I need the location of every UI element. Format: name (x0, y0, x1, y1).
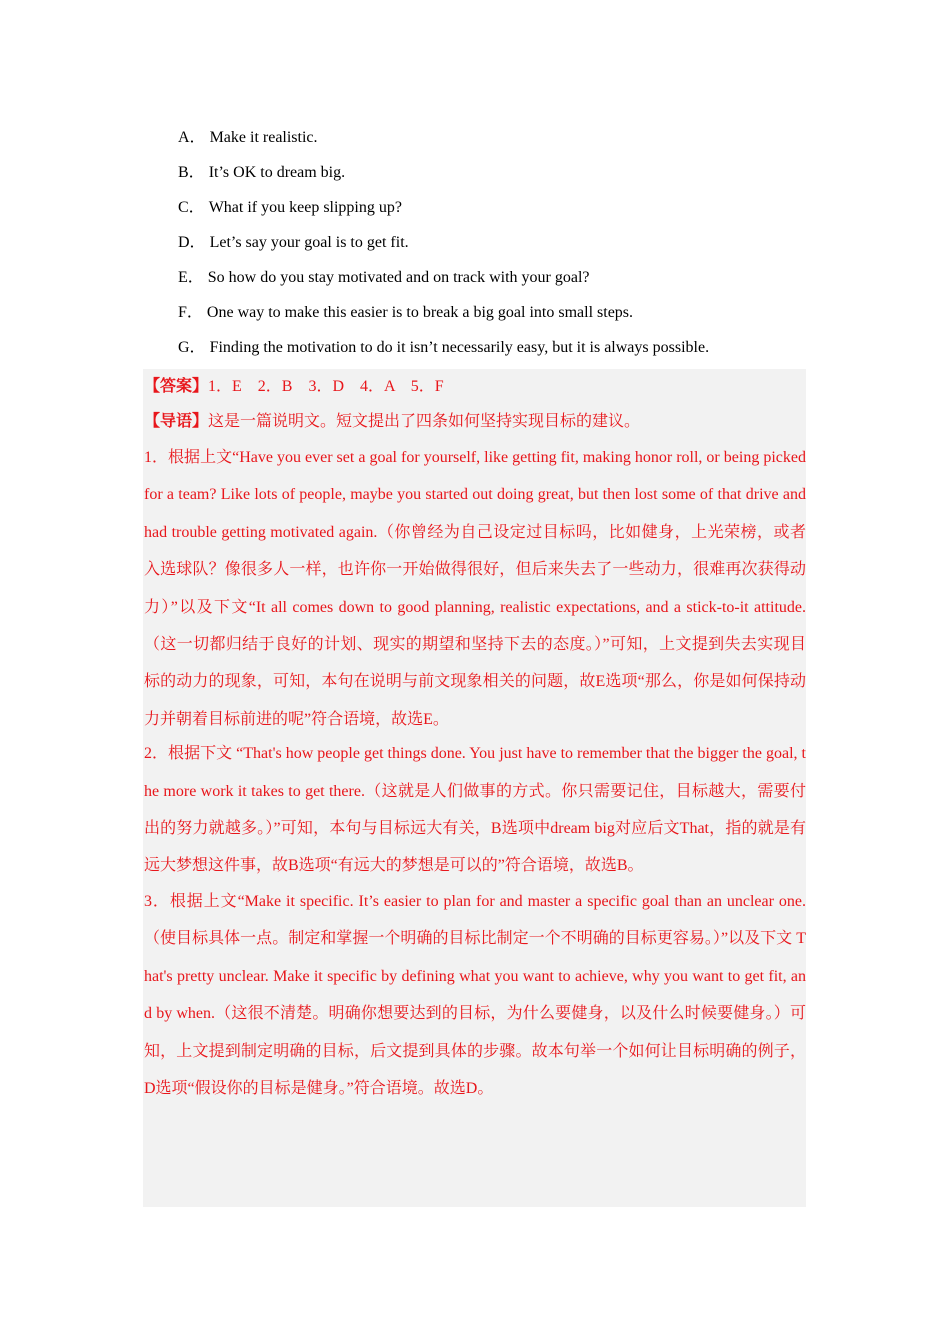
option-text: What if you keep slipping up? (208, 199, 402, 216)
guide-label: 【导语】 (144, 413, 209, 430)
option-text: Let’s say your goal is to get fit. (209, 234, 409, 251)
guide-line (144, 404, 806, 439)
answer-text: 1．E 2．B 3．D 4．A 5．F (208, 378, 444, 395)
explanation-1: 1．根据上文“Have you ever set a goal for yourself, like getting fit, making honor roll, or being picked for a team? Like lots of people, maybe you started out doing great, but then lost some of that drive and had trouble getting motivated again.（你曾经为自己设定过目标吗，比如健身，上光荣榜，或者入选球队？像很多人一样，也许你一开始做得很好，但后来失去了一些动力，很难再次获得动力）”以及下文“It all comes down to good planning, realistic expectations, and a stick-to-it attitude.（这一切都归结于良好的计划、现实的期望和坚持下去的态度。）”可知，上文提到失去实现目标的动力的现象，可知，本句在说明与前文现象相关的问题，故E选项“那么，你是如何保持动力并朝着目标前进的呢”符合语境，故选E。 (144, 449, 806, 728)
option-text: Make it realistic. (209, 129, 318, 146)
option-text: Finding the motivation to do it isn’t necessarily easy, but it is always possible. (209, 339, 710, 356)
answer-line (144, 369, 806, 404)
option-d (178, 225, 818, 260)
option-letter: A． (178, 129, 206, 146)
answer-content (144, 369, 806, 1107)
guide-text: 这是一篇说明文。短文提出了四条如何坚持实现目标的建议。 (208, 413, 641, 430)
option-letter: F． (178, 304, 203, 321)
explanation-2: 2．根据下文 “That's how people get things done. You just have to remember that the bigger the goal, the more work it takes to get there.（这就是人们做事的方式。你只需要记住，目标越大，需要付出的努力就越多。）”可知，本句与目标远大有关，B选项中dream big对应后文That，指的就是有远大梦想这件事，故B选项“有远大的梦想是可以的”符合语境，故选B。 (144, 745, 806, 875)
option-text: It’s OK to dream big. (208, 164, 346, 181)
option-letter: C． (178, 199, 205, 216)
option-f (178, 295, 818, 330)
option-b (178, 155, 818, 190)
option-text: So how do you stay motivated and on track with your goal? (207, 269, 590, 286)
option-text: One way to make this easier is to break a big goal into small steps. (206, 304, 634, 321)
option-letter: G． (178, 339, 206, 356)
answer-explanation-box (143, 369, 806, 1207)
option-letter: D． (178, 234, 206, 251)
option-c (178, 190, 818, 225)
option-e (178, 260, 818, 295)
answer-options (178, 120, 818, 365)
option-g (178, 330, 818, 365)
explanation-3: 3．根据上文“Make it specific. It’s easier to plan for and master a specific goal than an unclear one.（使目标具体一点。制定和掌握一个明确的目标比制定一个不明确的目标更容易。）”以及下文 That's pretty unclear. Make it specific by defining what you want to achieve, why you want to get fit, and by when.（这很不清楚。明确你想要达到的目标，为什么要健身，以及什么时候要健身。）可知，上文提到制定明确的目标，后文提到具体的步骤。故本句举一个如何让目标明确的例子，D选项“假设你的目标是健身。”符合语境。故选D。 (144, 892, 806, 1097)
option-letter: E． (178, 269, 204, 286)
option-letter: B． (178, 164, 205, 181)
answer-label: 【答案】 (144, 378, 209, 395)
option-a (178, 120, 818, 155)
